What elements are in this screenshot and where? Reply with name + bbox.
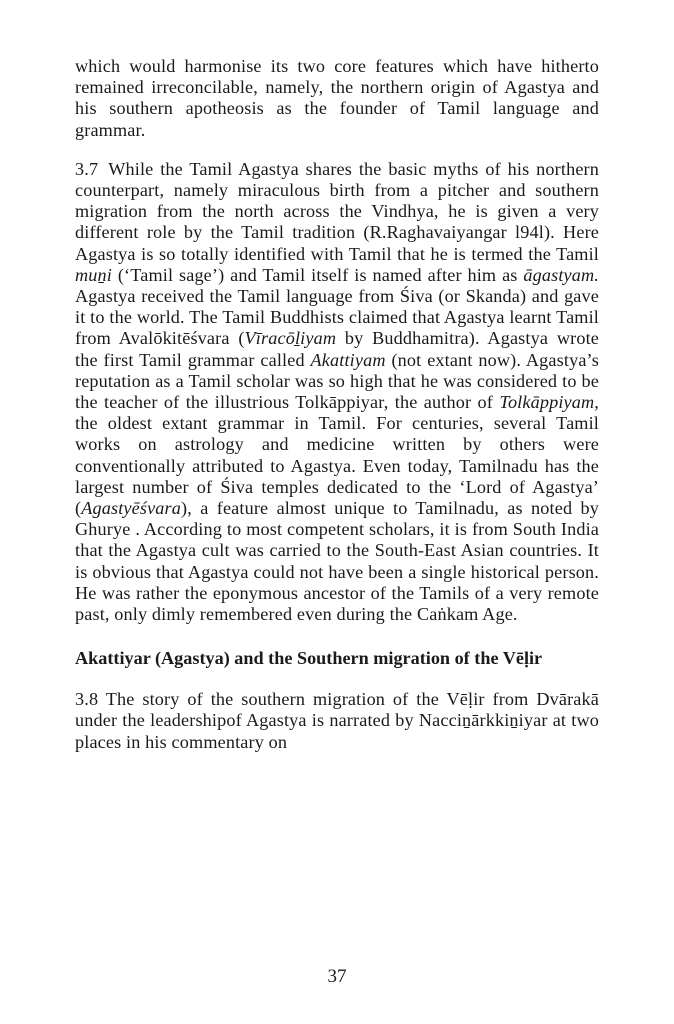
text-segment: the oldest extant grammar in Tamil. For centuries, several Tamil works on astrology and medicine written by others were conventionally attributed to Agastya. Even today, Tamilnadu has the largest number of Śiva temples dedicated to the ‘Lord of Agastya’ ( (75, 413, 599, 519)
paragraph-3-8 (75, 689, 599, 753)
italic-title: Vīracōḻiyam (244, 328, 337, 349)
text-segment: While the Tamil Agastya shares the basic myths of his northern counterpart, namely miraculous birth from a pitcher and southern migration from the north across the Vindhya, he is given a very different role by the Tamil tradition (R.Raghavaiyangar l94l). Here Agastya is so totally identified with Tamil that he is termed the Tamil (75, 158, 599, 264)
italic-title: Tolkāppiyam, (499, 392, 599, 413)
paragraph-3-7 (75, 159, 599, 625)
text-segment: Agastya received the Tamil language from Śiva (or Skanda) and gave it to the world. The Tamil Buddhists claimed that Agastya learnt Tamil from Avalōkitēśvara ( (75, 286, 599, 349)
italic-term: Agastyēśvara (81, 498, 182, 519)
italic-term: āgastyam. (523, 264, 599, 285)
italic-title: Akattiyam (310, 349, 386, 370)
italic-term: muṉi (75, 264, 112, 285)
text-segment: (‘Tamil sage’) and Tamil itself is named after him as (111, 264, 524, 285)
paragraph-number: 3.7 (75, 158, 99, 179)
text-segment: The story of the southern migration of the Vēḷir from Dvārakā under the leadershipof Agastya is narrated by Nacciṉārkkiṉiyar at two places in his commentary on (75, 689, 599, 752)
section-heading: Akattiyar (Agastya) and the Southern migration of the Vēḷir (75, 648, 543, 669)
page-number: 37 (327, 966, 347, 987)
paragraph-number: 3.8 (75, 689, 99, 710)
paragraph-continuation: which would harmonise its two core features which have hitherto remained irreconcilable, namely, the northern origin of Agastya and his southern apotheosis as the founder of Tamil language and grammar. (75, 56, 599, 140)
text-segment: (not extant now). Agastya’s reputation as a Tamil scholar was so high that he was considered to be the teacher of the illustrious Tolkāppiyar, the author of (75, 349, 599, 413)
text-segment: by Buddhamitra). Agastya wrote the first Tamil grammar called (75, 328, 599, 370)
text-segment: ), a feature almost unique to Tamilnadu, as noted by Ghurye . According to most competent scholars, it is from South India that the Agastya cult was carried to the South-East Asian countries. It is obvious that Agastya could not have been a single historical person. He was rather the eponymous ancestor of the Tamils of a very remote past, only dimly remembered even during the Caṅkam Age. (75, 498, 599, 625)
page-body (75, 56, 599, 753)
